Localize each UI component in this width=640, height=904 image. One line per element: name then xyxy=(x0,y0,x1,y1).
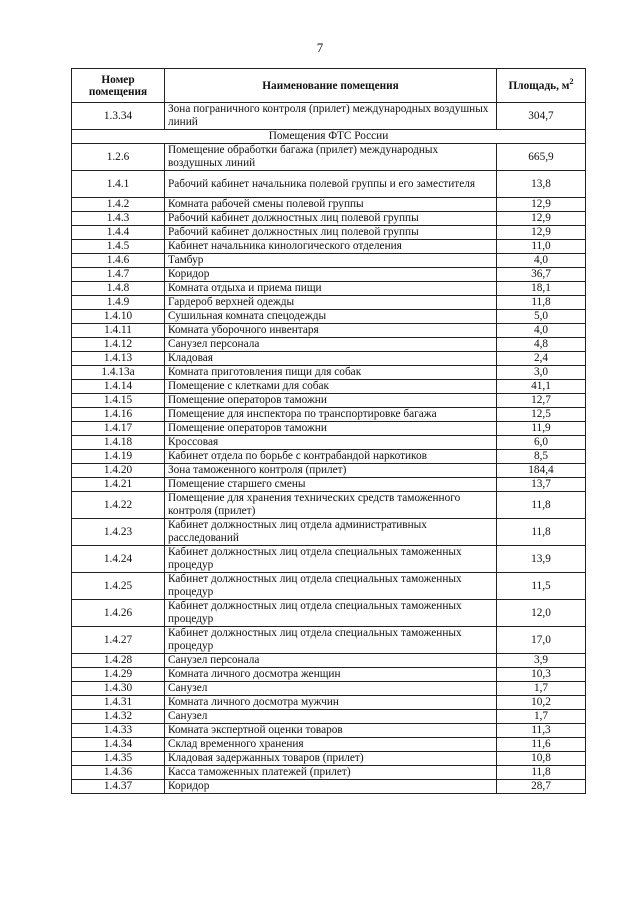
room-number-cell: 1.4.3 xyxy=(72,212,165,226)
room-area-cell: 18,1 xyxy=(497,282,586,296)
room-name-cell: Кабинет должностных лиц отдела специальных таможенных процедур xyxy=(165,600,497,627)
room-area-cell: 36,7 xyxy=(497,268,586,282)
section-row xyxy=(72,130,586,144)
room-number-cell: 1.3.34 xyxy=(72,103,165,130)
room-number-cell: 1.4.23 xyxy=(72,519,165,546)
room-area-cell: 12,9 xyxy=(497,226,586,240)
table-row xyxy=(72,654,586,668)
room-number-cell: 1.4.25 xyxy=(72,573,165,600)
room-name-cell: Коридор xyxy=(165,780,497,794)
room-name-cell: Помещение операторов таможни xyxy=(165,394,497,408)
page-number: 7 xyxy=(316,40,324,55)
room-name-cell: Комната экспертной оценки товаров xyxy=(165,724,497,738)
table-row xyxy=(72,282,586,296)
table-row xyxy=(72,519,586,546)
table-row xyxy=(72,450,586,464)
room-number-cell: 1.4.28 xyxy=(72,654,165,668)
rooms-table xyxy=(71,68,586,794)
table-row xyxy=(72,268,586,282)
room-name-cell: Рабочий кабинет должностных лиц полевой группы xyxy=(165,226,497,240)
room-number-cell: 1.4.9 xyxy=(72,296,165,310)
table-row xyxy=(72,394,586,408)
room-area-cell: 10,2 xyxy=(497,696,586,710)
room-area-cell: 4,0 xyxy=(497,254,586,268)
room-name-cell: Комната личного досмотра женщин xyxy=(165,668,497,682)
room-area-cell: 28,7 xyxy=(497,780,586,794)
room-area-cell: 11,8 xyxy=(497,492,586,519)
room-area-cell: 11,6 xyxy=(497,738,586,752)
table-row xyxy=(72,682,586,696)
room-name-cell: Склад временного хранения xyxy=(165,738,497,752)
room-name-cell: Кабинет должностных лиц отдела специальных таможенных процедур xyxy=(165,627,497,654)
header-area-label: Площадь, м xyxy=(508,79,570,92)
room-number-cell: 1.4.35 xyxy=(72,752,165,766)
room-area-cell: 4,8 xyxy=(497,338,586,352)
room-area-cell: 5,0 xyxy=(497,310,586,324)
room-number-cell: 1.4.6 xyxy=(72,254,165,268)
room-number-cell: 1.4.37 xyxy=(72,780,165,794)
room-name-cell: Зона пограничного контроля (прилет) международных воздушных линий xyxy=(165,103,497,130)
room-number-cell: 1.4.7 xyxy=(72,268,165,282)
table-row xyxy=(72,226,586,240)
room-name-cell: Кабинет отдела по борьбе с контрабандой наркотиков xyxy=(165,450,497,464)
room-name-cell: Сушильная комната спецодежды xyxy=(165,310,497,324)
room-area-cell: 6,0 xyxy=(497,436,586,450)
room-area-cell: 11,8 xyxy=(497,519,586,546)
room-name-cell: Касса таможенных платежей (прилет) xyxy=(165,766,497,780)
room-area-cell: 1,7 xyxy=(497,682,586,696)
room-area-cell: 10,8 xyxy=(497,752,586,766)
room-area-cell: 11,8 xyxy=(497,766,586,780)
room-number-cell: 1.4.4 xyxy=(72,226,165,240)
table-header-row xyxy=(72,69,586,103)
room-name-cell: Санузел персонала xyxy=(165,338,497,352)
room-number-cell: 1.4.33 xyxy=(72,724,165,738)
room-number-cell: 1.4.13а xyxy=(72,366,165,380)
table-row xyxy=(72,422,586,436)
table-row xyxy=(72,546,586,573)
room-number-cell: 1.4.34 xyxy=(72,738,165,752)
room-area-cell: 13,9 xyxy=(497,546,586,573)
room-number-cell: 1.4.29 xyxy=(72,668,165,682)
room-number-cell: 1.4.2 xyxy=(72,198,165,212)
table-row xyxy=(72,668,586,682)
room-name-cell: Гардероб верхней одежды xyxy=(165,296,497,310)
room-number-cell: 1.4.1 xyxy=(72,171,165,198)
room-area-cell: 4,0 xyxy=(497,324,586,338)
room-number-cell: 1.4.22 xyxy=(72,492,165,519)
room-name-cell: Помещение старшего смены xyxy=(165,478,497,492)
room-area-cell: 10,3 xyxy=(497,668,586,682)
table-row xyxy=(72,366,586,380)
room-area-cell: 1,7 xyxy=(497,710,586,724)
table-row xyxy=(72,492,586,519)
room-name-cell: Комната рабочей смены полевой группы xyxy=(165,198,497,212)
table-row xyxy=(72,324,586,338)
room-number-cell: 1.4.20 xyxy=(72,464,165,478)
room-name-cell: Помещение операторов таможни xyxy=(165,422,497,436)
room-number-cell: 1.4.30 xyxy=(72,682,165,696)
table-row xyxy=(72,338,586,352)
room-area-cell: 12,5 xyxy=(497,408,586,422)
room-number-cell: 1.4.17 xyxy=(72,422,165,436)
room-area-cell: 12,9 xyxy=(497,198,586,212)
room-name-cell: Тамбур xyxy=(165,254,497,268)
room-name-cell: Кабинет должностных лиц отдела административных расследований xyxy=(165,519,497,546)
room-area-cell: 12,0 xyxy=(497,600,586,627)
table-row xyxy=(72,436,586,450)
room-number-cell: 1.4.16 xyxy=(72,408,165,422)
table-row xyxy=(72,103,586,130)
table-row xyxy=(72,254,586,268)
table-row xyxy=(72,478,586,492)
table-row xyxy=(72,352,586,366)
table-row xyxy=(72,627,586,654)
room-area-cell: 2,4 xyxy=(497,352,586,366)
room-name-cell: Кладовая задержанных товаров (прилет) xyxy=(165,752,497,766)
room-name-cell: Зона таможенного контроля (прилет) xyxy=(165,464,497,478)
room-name-cell: Комната личного досмотра мужчин xyxy=(165,696,497,710)
room-number-cell: 1.4.31 xyxy=(72,696,165,710)
room-name-cell: Коридор xyxy=(165,268,497,282)
room-number-cell: 1.4.8 xyxy=(72,282,165,296)
room-name-cell: Кроссовая xyxy=(165,436,497,450)
room-area-cell: 12,9 xyxy=(497,212,586,226)
room-area-cell: 17,0 xyxy=(497,627,586,654)
room-number-cell: 1.4.26 xyxy=(72,600,165,627)
table-row xyxy=(72,198,586,212)
table-row xyxy=(72,296,586,310)
room-number-cell: 1.4.24 xyxy=(72,546,165,573)
table-row xyxy=(72,724,586,738)
section-title: Помещения ФТС России xyxy=(72,130,586,144)
table-row xyxy=(72,240,586,254)
table-row xyxy=(72,600,586,627)
room-number-cell: 1.4.21 xyxy=(72,478,165,492)
room-number-cell: 1.4.32 xyxy=(72,710,165,724)
table-row xyxy=(72,144,586,171)
room-name-cell: Помещение обработки багажа (прилет) международных воздушных линий xyxy=(165,144,497,171)
room-area-cell: 11,5 xyxy=(497,573,586,600)
room-name-cell: Кабинет начальника кинологического отделения xyxy=(165,240,497,254)
table-row xyxy=(72,212,586,226)
room-area-cell: 11,8 xyxy=(497,296,586,310)
room-area-cell: 3,0 xyxy=(497,366,586,380)
room-area-cell: 11,3 xyxy=(497,724,586,738)
room-number-cell: 1.4.11 xyxy=(72,324,165,338)
room-area-cell: 11,0 xyxy=(497,240,586,254)
table-row xyxy=(72,780,586,794)
room-area-cell: 11,9 xyxy=(497,422,586,436)
table-row xyxy=(72,310,586,324)
header-area xyxy=(497,69,586,103)
room-name-cell: Кабинет должностных лиц отдела специальных таможенных процедур xyxy=(165,546,497,573)
room-name-cell: Рабочий кабинет начальника полевой группы и его заместителя xyxy=(165,171,497,198)
table-row xyxy=(72,710,586,724)
room-number-cell: 1.4.18 xyxy=(72,436,165,450)
room-number-cell: 1.4.12 xyxy=(72,338,165,352)
table-row xyxy=(72,752,586,766)
room-name-cell: Помещение с клетками для собак xyxy=(165,380,497,394)
table-row xyxy=(72,171,586,198)
table-row xyxy=(72,380,586,394)
table-row xyxy=(72,696,586,710)
room-number-cell: 1.4.27 xyxy=(72,627,165,654)
room-name-cell: Санузел персонала xyxy=(165,654,497,668)
table-row xyxy=(72,408,586,422)
room-area-cell: 12,7 xyxy=(497,394,586,408)
room-number-cell: 1.4.15 xyxy=(72,394,165,408)
room-name-cell: Кладовая xyxy=(165,352,497,366)
room-area-cell: 13,7 xyxy=(497,478,586,492)
room-number-cell: 1.4.10 xyxy=(72,310,165,324)
room-name-cell: Комната уборочного инвентаря xyxy=(165,324,497,338)
table-body xyxy=(72,103,586,794)
table-row xyxy=(72,738,586,752)
room-area-cell: 3,9 xyxy=(497,654,586,668)
room-name-cell: Санузел xyxy=(165,682,497,696)
room-name-cell: Помещение для хранения технических средств таможенного контроля (прилет) xyxy=(165,492,497,519)
room-number-cell: 1.4.5 xyxy=(72,240,165,254)
room-number-cell: 1.4.13 xyxy=(72,352,165,366)
room-name-cell: Санузел xyxy=(165,710,497,724)
room-name-cell: Рабочий кабинет должностных лиц полевой группы xyxy=(165,212,497,226)
room-number-cell: 1.4.19 xyxy=(72,450,165,464)
room-area-cell: 304,7 xyxy=(497,103,586,130)
room-name-cell: Кабинет должностных лиц отдела специальных таможенных процедур xyxy=(165,573,497,600)
room-area-cell: 41,1 xyxy=(497,380,586,394)
room-number-cell: 1.4.14 xyxy=(72,380,165,394)
room-area-cell: 13,8 xyxy=(497,171,586,198)
room-name-cell: Комната отдыха и приема пищи xyxy=(165,282,497,296)
table-row xyxy=(72,573,586,600)
header-room-name: Наименование помещения xyxy=(165,69,497,103)
room-name-cell: Комната приготовления пищи для собак xyxy=(165,366,497,380)
room-name-cell: Помещение для инспектора по транспортировке багажа xyxy=(165,408,497,422)
room-area-cell: 665,9 xyxy=(497,144,586,171)
header-area-unit-sup: 2 xyxy=(569,76,574,86)
room-area-cell: 184,4 xyxy=(497,464,586,478)
table-row xyxy=(72,766,586,780)
room-number-cell: 1.2.6 xyxy=(72,144,165,171)
table-row xyxy=(72,464,586,478)
header-room-number: Номер помещения xyxy=(72,69,165,103)
room-area-cell: 8,5 xyxy=(497,450,586,464)
room-number-cell: 1.4.36 xyxy=(72,766,165,780)
